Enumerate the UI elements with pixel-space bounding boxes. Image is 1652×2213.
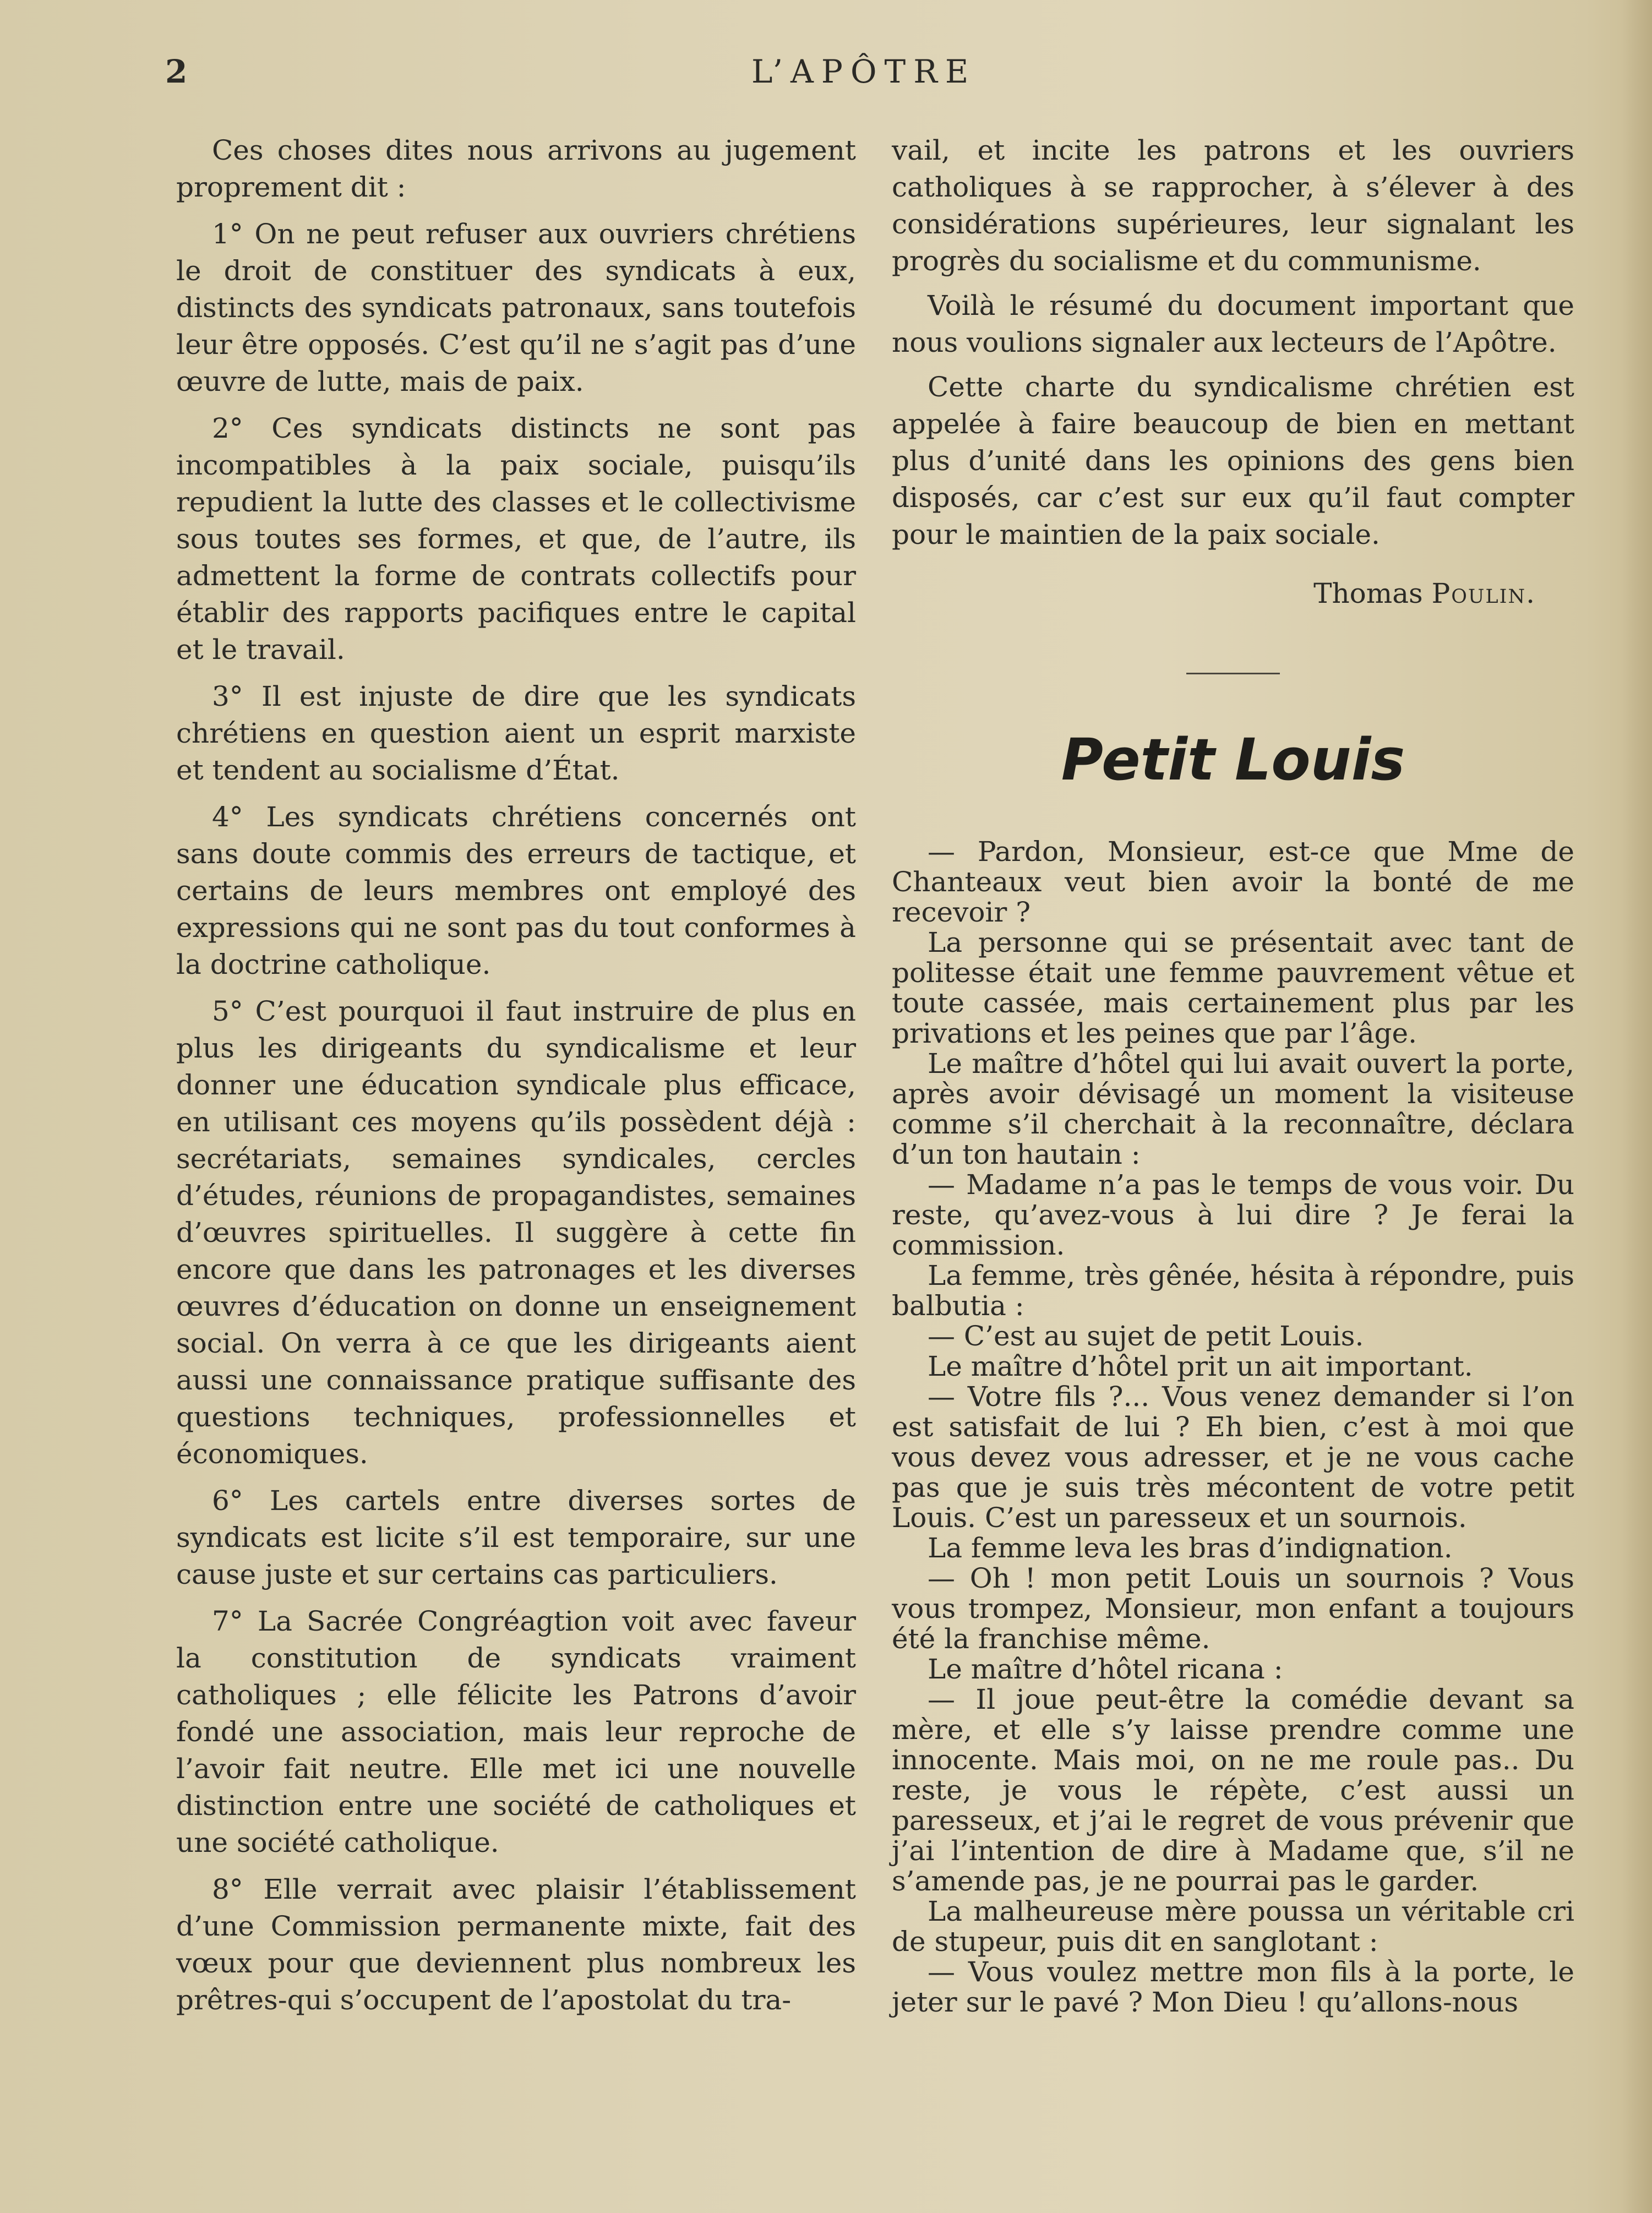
paragraph-point-5: 5° C’est pourquoi il faut instruire de plus en plus les dirigeants du syndicalisme et leur donner une éducation syndicale plus efficace, en utilisant ces moyens qu’ils possèdent déjà : secrétariats, semaines syndicales, cercles d’études, réunions de propagandistes, semaines d’œuvres spirituelles. Il suggère à cette fin encore que dans les patronages et les diverses œuvres d’éducation on donne un enseignement social. On verra à ce que les dirigeants aient aussi une connaissance pratique suffisante des questions techniques, professionnelles et économiques. xyxy=(176,995,856,1470)
paragraph-summary: Voilà le résumé du document important que nous voulions signaler aux lecteurs de l’Apôtre. xyxy=(892,290,1574,358)
story-paragraph: La personne qui se présentait avec tant de politesse était une femme pauvrement vêtue et toute cassée, mais certainement plus par les privations et les peines que par l’âge. xyxy=(892,926,1574,1049)
author-first-name: Thomas xyxy=(1313,577,1423,609)
section-divider xyxy=(1186,673,1280,674)
story-body xyxy=(892,837,1574,2018)
page-gutter-shadow xyxy=(1622,0,1652,2213)
story-paragraph: — Oh ! mon petit Louis un sournois ? Vous vous trompez, Monsieur, mon enfant a toujours été la franchise même. xyxy=(892,1562,1574,1655)
story-paragraph: La femme leva les bras d’indignation. xyxy=(928,1532,1453,1564)
page-header xyxy=(165,53,1541,97)
left-column xyxy=(176,132,856,2029)
story-paragraph: — Il joue peut-être la comédie devant sa mère, et elle s’y laisse prendre comme une innocente. Mais moi, on ne me roule pas.. Du reste, je vous le répète, c’est aussi un paresseux, et j’ai le regret de vous prévenir que j’ai l’intention de dire à Madame que, s’il ne s’amende pas, je ne pourrai pas le garder. xyxy=(892,1683,1574,1897)
story-paragraph: La femme, très gênée, hésita à répondre, puis balbutia : xyxy=(892,1260,1574,1322)
paragraph-point-2: 2° Ces syndicats distincts ne sont pas incompatibles à la paix sociale, puisqu’ils repudient la lutte des classes et le collectivisme sous toutes ses formes, et que, de l’autre, ils admettent la forme de contrats collectifs pour établir des rapports pacifiques entre le capital et le travail. xyxy=(176,412,856,666)
right-column xyxy=(892,132,1574,2018)
page-number: 2 xyxy=(165,53,189,90)
story-paragraph: — Votre fils ?... Vous venez demander si l’on est satisfait de lui ? Eh bien, c’est à moi que vous devez vous adresser, et je ne vous cache pas que je suis très mécontent de votre petit Louis. C’est un paresseux et un sournois. xyxy=(892,1381,1574,1534)
story-paragraph: — Pardon, Monsieur, est-ce que Mme de Chanteaux veut bien avoir la bonté de me recevoir ? xyxy=(892,836,1574,928)
paragraph-intro: Ces choses dites nous arrivons au jugement proprement dit : xyxy=(176,134,856,203)
paragraph-point-3: 3° Il est injuste de dire que les syndicats chrétiens en question aient un esprit marxiste et tendent au socialisme d’État. xyxy=(176,680,856,786)
article-title: Petit Louis xyxy=(1061,726,1405,793)
story-paragraph: Le maître d’hôtel prit un ait important. xyxy=(928,1350,1473,1382)
story-paragraph: — Madame n’a pas le temps de vous voir. Du reste, qu’avez-vous à lui dire ? Je ferai la commission. xyxy=(892,1169,1574,1261)
story-paragraph: Le maître d’hôtel ricana : xyxy=(928,1653,1283,1685)
paragraph-point-8: 8° Elle verrait avec plaisir l’établissement d’une Commission permanente mixte, fait des vœux pour que deviennent plus nombreux les prêtres-qui s’occupent de l’apostolat du tra- xyxy=(176,1873,856,2016)
paragraph-point-1: 1° On ne peut refuser aux ouvriers chrétiens le droit de constituer des syndicats à eux, distincts des syndicats patronaux, sans toutefois leur être opposés. C’est qu’il ne s’agit pas d’une œuvre de lutte, mais de paix. xyxy=(176,218,856,397)
author-signature xyxy=(892,575,1536,612)
paragraph-continuation: vail, et incite les patrons et les ouvriers catholiques à se rapprocher, à s’élever à des considérations supérieures, leur signalant les progrès du socialisme et du communisme. xyxy=(892,134,1574,277)
author-last-name: Poulin. xyxy=(1431,577,1536,609)
paragraph-point-7: 7° La Sacrée Congréagtion voit avec faveur la constitution de syndicats vraiment catholiques ; elle félicite les Patrons d’avoir fondé une association, mais leur reproche de l’avoir fait neutre. Elle met ici une nouvelle distinction entre une société de catholiques et une société catholique. xyxy=(176,1605,856,1858)
paragraph-charter: Cette charte du syndicalisme chrétien est appelée à faire beaucoup de bien en mettant plus d’unité dans les opinions des gens bien disposés, car c’est sur eux qu’il faut compter pour le maintien de la paix sociale. xyxy=(892,371,1574,550)
story-paragraph: — C’est au sujet de petit Louis. xyxy=(928,1320,1364,1352)
story-paragraph: La malheureuse mère poussa un véritable cri de stupeur, puis dit en sanglotant : xyxy=(892,1895,1574,1958)
journal-title: L’APÔTRE xyxy=(751,53,977,90)
paragraph-point-6: 6° Les cartels entre diverses sortes de syndicats est licite s’il est temporaire, sur une cause juste et sur certains cas particuliers. xyxy=(176,1485,856,1590)
paragraph-point-4: 4° Les syndicats chrétiens concernés ont sans doute commis des erreurs de tactique, et certains de leurs membres ont employé des expressions qui ne sont pas du tout conformes à la doctrine catholique. xyxy=(176,801,856,980)
story-paragraph: Le maître d’hôtel qui lui avait ouvert la porte, après avoir dévisagé un moment la visiteuse comme s’il cherchait à la reconnaître, déclara d’un ton hautain : xyxy=(892,1048,1574,1170)
story-paragraph: — Vous voulez mettre mon fils à la porte, le jeter sur le pavé ? Mon Dieu ! qu’allons-nous xyxy=(892,1956,1574,2018)
